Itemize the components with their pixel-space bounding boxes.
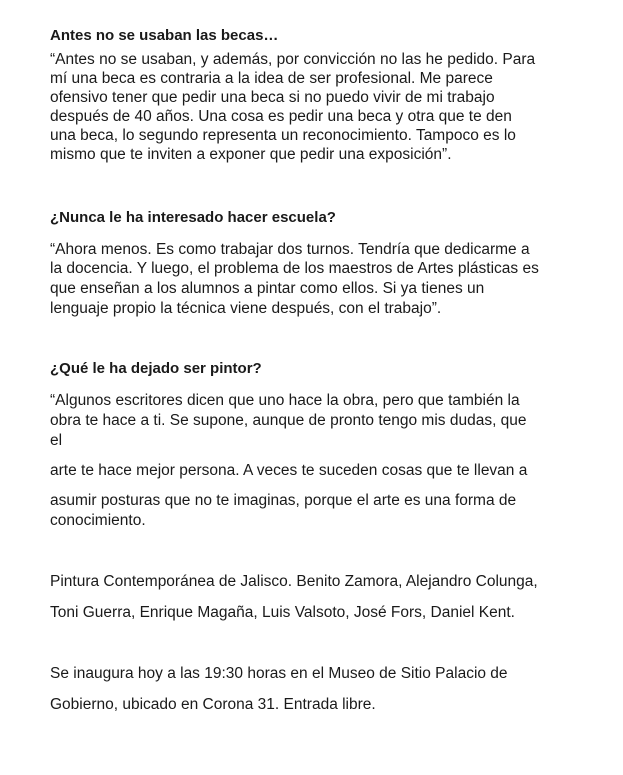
- answer-line: conocimiento.: [50, 512, 146, 529]
- answer-line: mí una beca es contraria a la idea de ser profesional. Me parece: [50, 70, 493, 87]
- answer-line: el: [50, 432, 63, 449]
- answer-line: después de 40 años. Una cosa es pedir una beca y otra que te den: [50, 108, 512, 125]
- venue-line: Gobierno, ubicado en Corona 31. Entrada libre.: [50, 696, 376, 713]
- exhibition-line: Toni Guerra, Enrique Magaña, Luis Valsoto, José Fors, Daniel Kent.: [50, 604, 515, 621]
- answer-line: “Algunos escritores dicen que uno hace la obra, pero que también la: [50, 392, 520, 409]
- answer-line: “Ahora menos. Es como trabajar dos turnos. Tendría que dedicarme a: [50, 241, 530, 258]
- answer-line: “Antes no se usaban, y además, por convicción no las he pedido. Para: [50, 51, 536, 68]
- interview-question-3: ¿Qué le ha dejado ser pintor?: [50, 360, 262, 377]
- answer-line: que enseñan a los alumnos a pintar como ellos. Si ya tienes un: [50, 280, 485, 297]
- answer-line: arte te hace mejor persona. A veces te suceden cosas que te llevan a: [50, 462, 528, 479]
- answer-line: asumir posturas que no te imaginas, porque el arte es una forma de: [50, 492, 517, 509]
- interview-question-1: Antes no se usaban las becas…: [50, 27, 279, 44]
- answer-line: la docencia. Y luego, el problema de los maestros de Artes plásticas es: [50, 260, 539, 277]
- venue-line: Se inaugura hoy a las 19:30 horas en el Museo de Sitio Palacio de: [50, 665, 508, 682]
- answer-line: mismo que te inviten a exponer que pedir una exposición”.: [50, 146, 452, 163]
- answer-line: una beca, lo segundo representa un reconocimiento. Tampoco es lo: [50, 127, 516, 144]
- answer-line: obra te hace a ti. Se supone, aunque de pronto tengo mis dudas, que: [50, 412, 527, 429]
- answer-line: ofensivo tener que pedir una beca si no puedo vivir de mi trabajo: [50, 89, 495, 106]
- exhibition-line: Pintura Contemporánea de Jalisco. Benito Zamora, Alejandro Colunga,: [50, 573, 538, 590]
- interview-question-2: ¿Nunca le ha interesado hacer escuela?: [50, 209, 336, 226]
- answer-line: lenguaje propio la técnica viene después, con el trabajo”.: [50, 300, 442, 317]
